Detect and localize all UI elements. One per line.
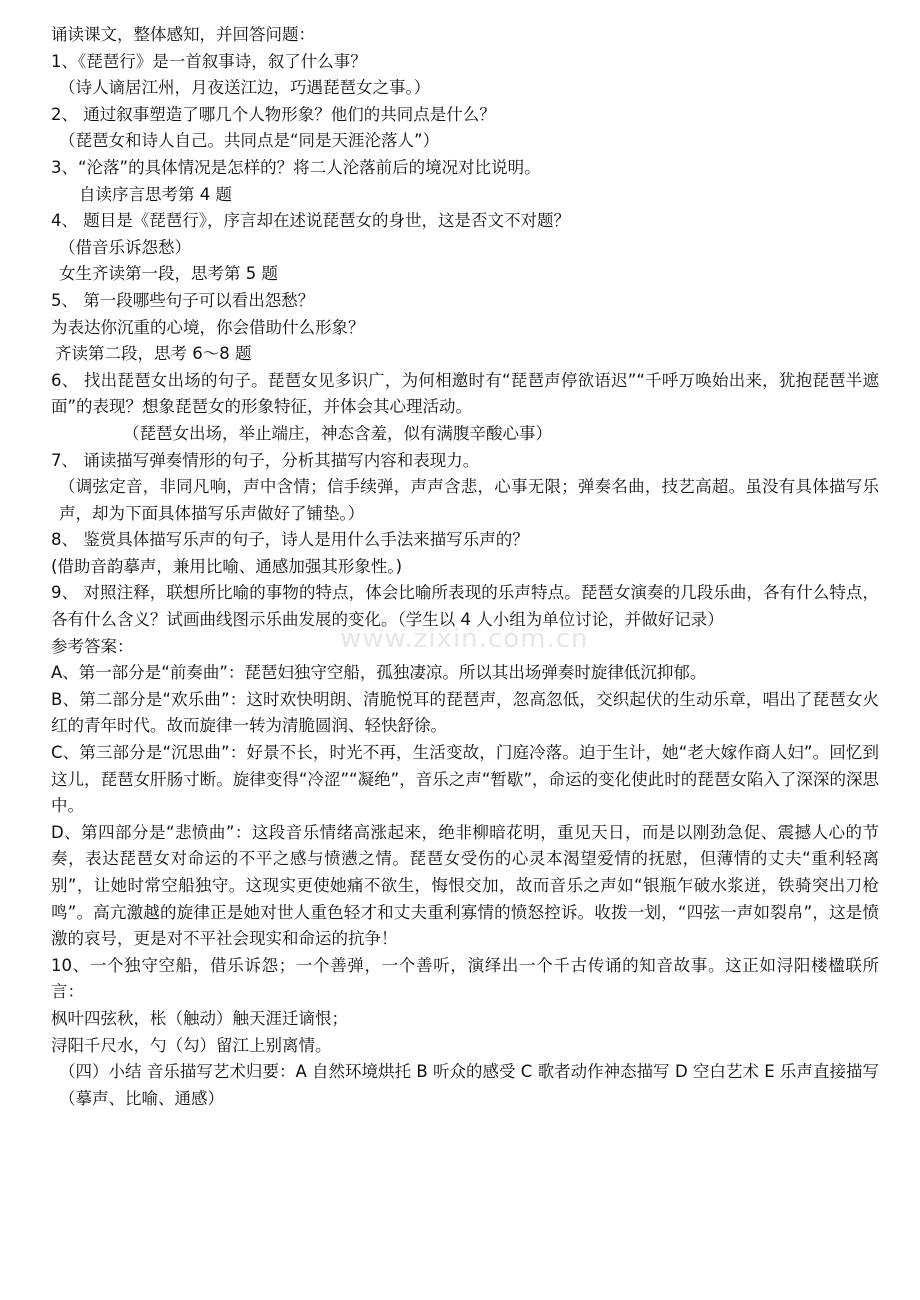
answer-part-c: C、第三部分是“沉思曲”：好景不长，时光不再，生活变故，门庭冷落。迫于生计，她“老大嫁作商人妇”。回忆到这儿，琵琶女肝肠寸断。旋律变得“冷涩”“凝绝”，音乐之声“暂歇”，命运的变化使此时的琵琶女陷入了深深的深思中。: [51, 743, 879, 816]
answer-1: （诗人谪居江州，月夜送江边，巧遇琵琶女之事。）: [59, 78, 431, 98]
reading-instruction-preface: 自读序言思考第 4 题: [79, 184, 232, 204]
answer-part-a: A、第一部分是“前奏曲”：琵琶妇独守空船，孤独凄凉。所以其出场弹奏时旋律低沉抑郁。: [51, 663, 707, 683]
watermark: www.zixin.com.cn: [340, 624, 589, 654]
reading-instruction-paragraph-2: 齐读第二段，思考 6～8 题: [55, 344, 252, 364]
answer-6: （琵琶女出场，举止端庄，神态含羞，似有满腹辛酸心事）: [123, 423, 552, 443]
question-5: 5、 第一段哪些句子可以看出怨愁？: [51, 290, 315, 310]
question-10: 10、一个独守空船，借乐诉怨；一个善弹，一个善听，演绎出一个千古传诵的知音故事。这正如浔阳楼楹联所言：: [51, 955, 879, 1002]
answer-7: （调弦定音，非同凡响，声中含情；信手续弹，声声含悲，心事无限；弹奏名曲，技艺高超。虽没有具体描写乐声，却为下面具体描写乐声做好了铺垫。）: [59, 477, 879, 523]
question-4: 4、 题目是《琵琶行》，序言却在述说琵琶女的身世，这是否文不对题？: [51, 211, 570, 231]
question-5-followup: 为表达你沉重的心境，你会借助什么形象？: [51, 317, 365, 337]
question-3: 3、“沦落”的具体情况是怎样的？将二人沦落前后的境况对比说明。: [51, 157, 541, 177]
answer-part-d: D、第四部分是“悲愤曲”：这段音乐情绪高涨起来，绝非柳暗花明，重见天日，而是以刚劲急促、震撼人心的节奏，表达琵琶女对命运的不平之感与愤懑之情。琵琶女受伤的心灵本渴望爱情的抚慰，但薄情的丈夫“重利轻离别”，让她时常空船独守。这现实更使她痛不欲生，悔恨交加，故而音乐之声如“银瓶乍破水浆迸，铁骑突出刀枪鸣”。高亢激越的旋律正是她对世人重色轻才和丈夫重利寡情的愤怒控诉。收拨一划，“四弦一声如裂帛”，这是愤激的哀号，更是对不平社会现实和命运的抗争！: [51, 822, 879, 949]
answer-2: （琵琶女和诗人自己。共同点是“同是天涯沦落人”）: [59, 131, 440, 151]
answer-8: (借助音韵摹声，兼用比喻、通感加强其形象性。): [51, 556, 403, 576]
answer-4: （借音乐诉怨愁）: [59, 237, 191, 257]
document-body: [51, 22, 879, 1112]
intro-instruction: 诵读课文，整体感知，并回答问题：: [51, 25, 315, 44]
reading-instruction-paragraph-1: 女生齐读第一段，思考第 5 题: [59, 264, 278, 284]
couplet-line-1: 枫叶四弦秋，枨（触动）触天涯迁谪恨；: [51, 1008, 348, 1028]
couplet-line-2: 浔阳千尺水，勺（勾）留江上别离情。: [51, 1035, 332, 1055]
summary-section: （四）小结 音乐描写艺术归要：A 自然环境烘托 B 听众的感受 C 歌者动作神态描写 D 空白艺术 E 乐声直接描写（摹声、比喻、通感）: [59, 1062, 879, 1108]
question-7: 7、 诵读描写弹奏情形的句子，分析其描写内容和表现力。: [51, 450, 480, 470]
question-8: 8、 鉴赏具体描写乐声的句子，诗人是用什么手法来描写乐声的？: [51, 530, 529, 550]
reference-answer-heading: 参考答案：: [51, 636, 134, 656]
question-9: 9、 对照注释，联想所比喻的事物的特点，体会比喻所表现的乐声特点。琵琶女演奏的几段乐曲，各有什么特点，各有什么含义？试画曲线图示乐曲发展的变化。（学生以 4 人小组为单位讨论，并做好记录）: [51, 583, 879, 630]
question-6: 6、 找出琵琶女出场的句子。琵琶女见多识广，为何相邀时有“琵琶声停欲语迟”“千呼万唤始出来，犹抱琵琶半遮面”的表现？想象琵琶女的形象特征，并体会其心理活动。: [51, 370, 879, 417]
question-1: 1、《琵琶行》是一首叙事诗，叙了什么事？: [51, 51, 367, 71]
answer-part-b: B、第二部分是“欢乐曲”：这时欢快明朗、清脆悦耳的琵琶声，忽高忽低，交织起伏的生动乐章，唱出了琵琶女火红的青年时代。故而旋律一转为清脆圆润、轻快舒徐。: [51, 689, 879, 736]
question-2: 2、 通过叙事塑造了哪几个人物形象？他们的共同点是什么？: [51, 104, 496, 124]
